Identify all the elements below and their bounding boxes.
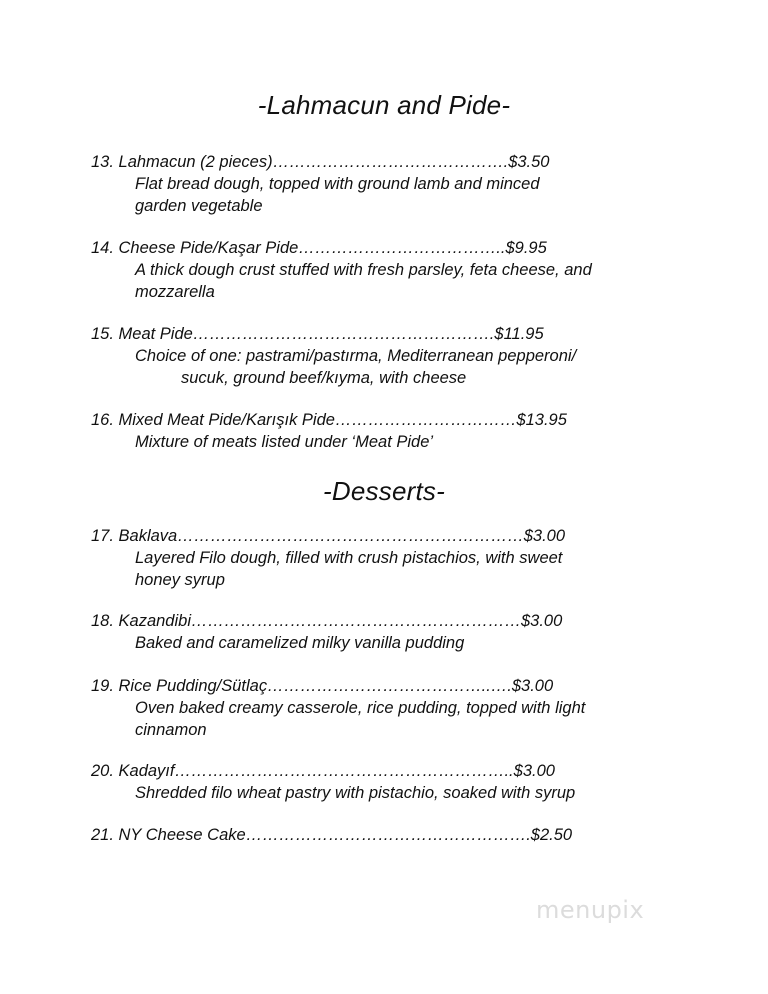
menu-item-desc-line: A thick dough crust stuffed with fresh parsley, feta cheese, and — [135, 261, 592, 279]
section-title-lahmacun-pide: -Lahmacun and Pide- — [257, 90, 511, 120]
menupix-watermark — [528, 878, 688, 928]
menu-item-line: 16. Mixed Meat Pide/Karışık Pide……………………………$13.95 — [91, 411, 567, 429]
menu-item-13 — [91, 151, 711, 217]
menu-item-line: 20. Kadayıf……………………………………………………..$3.00 — [91, 762, 555, 780]
menu-item-14 — [91, 237, 711, 303]
menu-item-line: 21. NY Cheese Cake…………………………………………….$2.50 — [91, 826, 573, 844]
menu-item-line: 17. Baklava………………………………………………………$3.00 — [91, 527, 566, 545]
menu-item-desc-line: sucuk, ground beef/kıyma, with cheese — [181, 369, 467, 387]
menu-item-line: 15. Meat Pide……………………………………………….$11.95 — [91, 325, 544, 343]
menu-item-desc-line: Mixture of meats listed under ‘Meat Pide’ — [135, 433, 434, 451]
menu-item-desc-line: Layered Filo dough, filled with crush pistachios, with sweet — [135, 549, 563, 567]
menu-item-line: 19. Rice Pudding/Sütlaç…………………………………..….$3.00 — [91, 677, 554, 695]
menu-item-desc-line: Choice of one: pastrami/pastırma, Mediterranean pepperoni/ — [135, 347, 577, 365]
menu-item-desc-line: mozzarella — [135, 283, 215, 301]
watermark-brand: menupix — [536, 896, 645, 924]
menu-item-desc-line: cinnamon — [135, 721, 207, 739]
menu-item-desc-line: Shredded filo wheat pastry with pistachio, soaked with syrup — [135, 784, 576, 802]
menu-item-line: 18. Kazandibi……………………………………………………$3.00 — [91, 612, 563, 630]
section-title-desserts: -Desserts- — [323, 476, 445, 506]
menu-item-15 — [91, 323, 711, 389]
menu-item-desc-line: Flat bread dough, topped with ground lamb and minced — [135, 175, 540, 193]
menu-item-desc-line: honey syrup — [135, 571, 225, 589]
menu-item-18 — [91, 610, 711, 654]
menu-item-line: 13. Lahmacun (2 pieces)…………………………………….$3.50 — [91, 153, 550, 171]
menu-item-line: 14. Cheese Pide/Kaşar Pide………………………………..$9.95 — [91, 239, 547, 257]
menu-item-desc-line: Oven baked creamy casserole, rice pudding, topped with light — [135, 699, 586, 717]
menu-item-20 — [91, 760, 711, 804]
menu-item-19 — [91, 675, 711, 741]
menu-item-desc-line: Baked and caramelized milky vanilla pudding — [135, 634, 465, 652]
menu-item-17 — [91, 525, 711, 591]
menu-item-21 — [91, 824, 711, 846]
menu-item-16 — [91, 409, 711, 453]
menu-item-desc-line: garden vegetable — [135, 197, 263, 215]
